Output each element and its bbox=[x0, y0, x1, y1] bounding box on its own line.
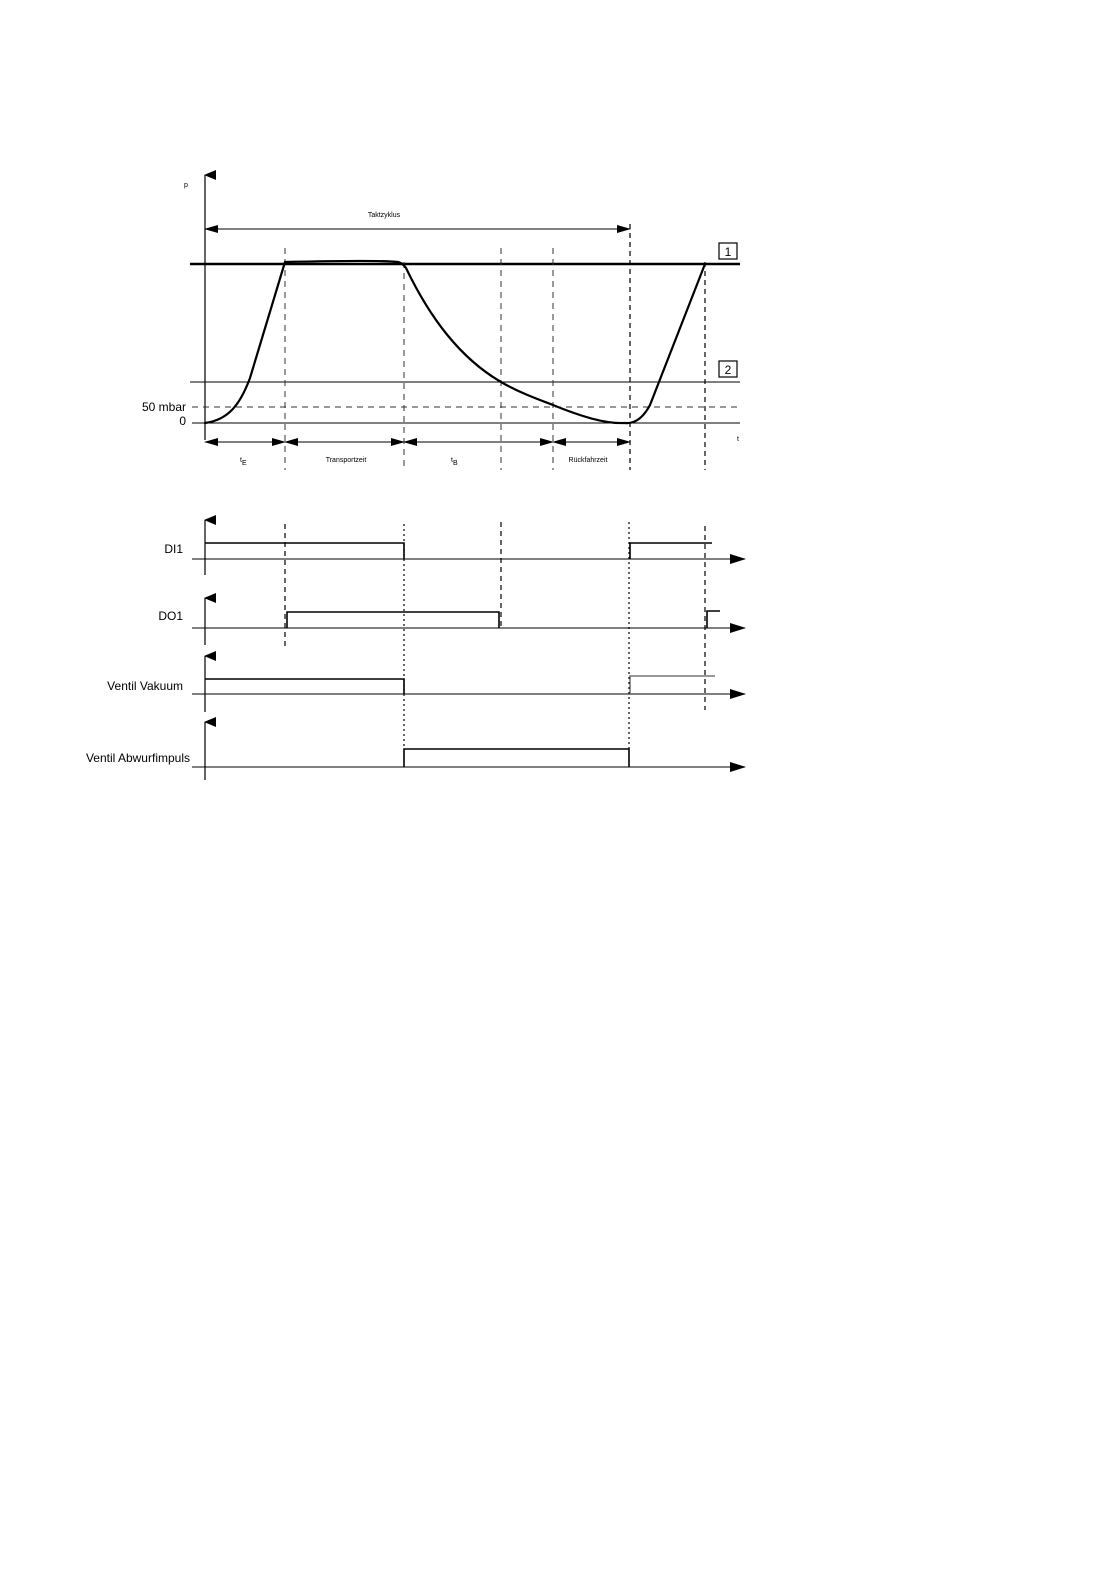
pressure-chart bbox=[142, 175, 740, 470]
valve-blowoff-pulse bbox=[404, 749, 629, 767]
pressure-axis-label: p bbox=[184, 182, 188, 189]
di1-label: DI1 bbox=[164, 542, 183, 556]
di1-pulse-2 bbox=[630, 543, 712, 559]
signal-valve-vacuum bbox=[107, 656, 745, 712]
do1-pulse-2 bbox=[707, 611, 720, 628]
phase-release-label: tB bbox=[451, 457, 458, 467]
level-50-label: 50 mbar bbox=[141, 400, 186, 414]
threshold-2-badge bbox=[719, 361, 737, 377]
signal-di1 bbox=[164, 520, 745, 575]
svg-text:1: 1 bbox=[724, 245, 732, 259]
signal-valve-blowoff bbox=[86, 722, 745, 780]
signal-markers bbox=[285, 522, 705, 749]
valve-vacuum-pulse-2 bbox=[630, 676, 715, 694]
threshold-1-badge bbox=[719, 243, 737, 259]
phase-return-label: Rückfahrzeit bbox=[568, 457, 608, 464]
svg-text:2: 2 bbox=[724, 363, 732, 377]
valve-vacuum-pulse-1 bbox=[205, 679, 404, 694]
di1-pulse-1 bbox=[205, 543, 404, 559]
valve-vacuum-label: Ventil Vakuum bbox=[107, 679, 183, 693]
signal-do1 bbox=[158, 598, 745, 645]
phase-transport-label: Transportzeit bbox=[325, 457, 367, 464]
cycle-label: Taktzyklus bbox=[367, 212, 401, 219]
valve-blowoff-label: Ventil Abwurfimpuls bbox=[85, 751, 190, 765]
level-0-label: 0 bbox=[179, 414, 186, 428]
do1-label: DO1 bbox=[158, 609, 183, 623]
phase-evacuation-label: tE bbox=[240, 457, 247, 467]
do1-pulse-1 bbox=[287, 612, 499, 628]
time-axis-label: t bbox=[737, 436, 739, 443]
